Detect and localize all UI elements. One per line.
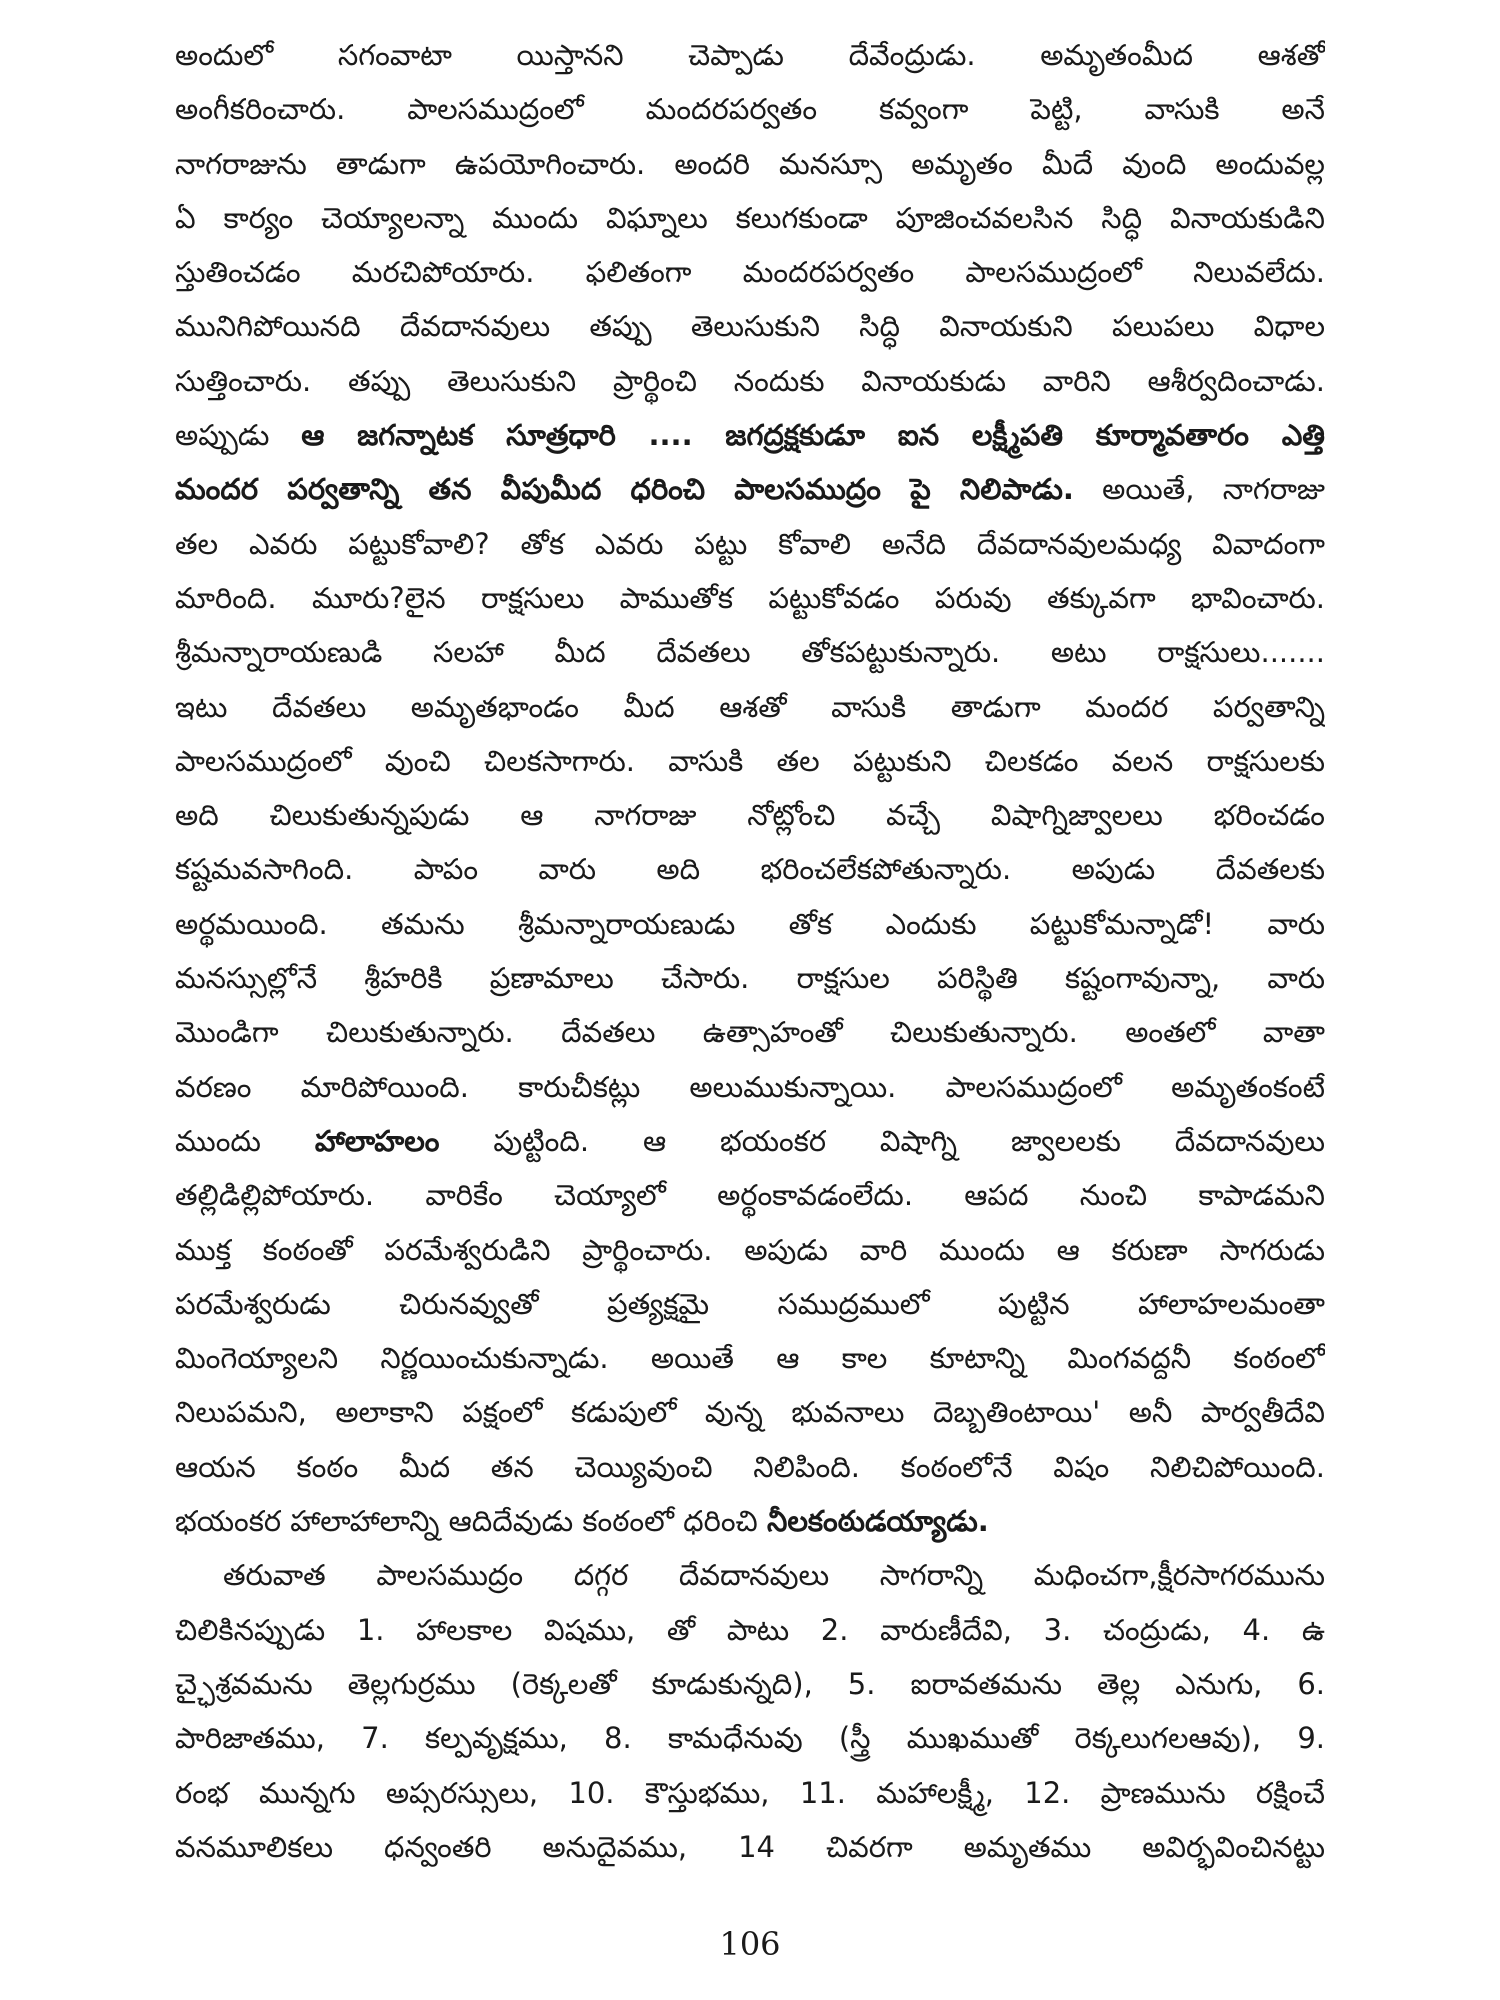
text-line xyxy=(175,245,1325,299)
text-span: మారింది. మూరు?లైన రాక్షసులు పాముతోక పట్టుకోవడం పరువు తక్కువగా భావించారు. xyxy=(175,580,1325,615)
text-line xyxy=(175,1603,1325,1657)
text-line xyxy=(175,137,1325,191)
text-span: ఏ కార్యం చెయ్యాలన్నా ముందు విఘ్నాలు కలుగకుండా పూజించవలసిన సిద్ధి వినాయకుడిని xyxy=(175,200,1325,235)
text-line xyxy=(175,951,1325,1005)
text-span: ముందు xyxy=(175,1123,315,1158)
text-span: ఇటు దేవతలు అమృతభాండం మీద ఆశతో వాసుకి తాడుగా మందర పర్వతాన్ని xyxy=(175,689,1325,724)
text-span: మునిగిపోయినది దేవదానవులు తప్పు తెలుసుకుని సిద్ధి వినాయకుని పలుపలు విధాల xyxy=(175,309,1325,344)
text-line xyxy=(175,1766,1325,1820)
text-line xyxy=(175,897,1325,951)
text-line xyxy=(175,28,1325,82)
text-span: అప్పుడు xyxy=(175,418,302,453)
text-line xyxy=(175,1385,1325,1439)
text-span: తల్లిడిల్లిపోయారు. వారికేం చెయ్యాలో అర్థంకావడంలేదు. ఆపద నుంచి కాపాడమని xyxy=(175,1178,1325,1213)
text-span: ఆయన కంఠం మీద తన చెయ్యివుంచి నిలిపింది. కంఠంలోనే విషం నిలిచిపోయింది. xyxy=(175,1449,1325,1484)
text-span: కష్టమవసాగింది. పాపం వారు అది భరించలేకపోతున్నారు. అపుడు దేవతలకు xyxy=(175,852,1325,887)
text-line xyxy=(175,408,1325,462)
text-line xyxy=(175,1060,1325,1114)
text-line xyxy=(175,191,1325,245)
text-line xyxy=(175,462,1325,516)
text-line xyxy=(175,1114,1325,1168)
bold-text: మందర పర్వతాన్ని తన వీపుమీద ధరించి పాలసముద్రం పై నిలిపాడు. xyxy=(175,472,1074,507)
text-line xyxy=(175,842,1325,896)
text-line xyxy=(175,734,1325,788)
text-span: అంగీకరించారు. పాలసముద్రంలో మందరపర్వతం కవ్వంగా పెట్టి, వాసుకి అనే xyxy=(175,92,1325,127)
text-line xyxy=(175,1711,1325,1765)
text-line xyxy=(175,788,1325,842)
text-line xyxy=(175,1494,1325,1548)
text-span: నాగరాజును తాడుగా ఉపయోగించారు. అందరి మనస్సూ అమృతం మీదే వుంది అందువల్ల xyxy=(175,146,1325,181)
text-span: చిలికినప్పుడు 1. హాలకాల విషము, తో పాటు 2. వారుణీదేవి, 3. చంద్రుడు, 4. ఉ xyxy=(175,1612,1325,1647)
text-span: పారిజాతము, 7. కల్పవృక్షము, 8. కామధేనువు (స్త్రీ ముఖముతో రెక్కలుగలఆవు), 9. xyxy=(175,1721,1325,1756)
text-line xyxy=(175,571,1325,625)
text-span: అర్థమయింది. తమను శ్రీమన్నారాయణుడు తోక ఎందుకు పట్టుకోమన్నాడో! వారు xyxy=(175,906,1325,941)
bold-text: హాలాహలం xyxy=(314,1123,440,1158)
text-span: స్తుతించడం మరచిపోయారు. ఫలితంగా మందరపర్వతం పాలసముద్రంలో నిలువలేదు. xyxy=(175,255,1325,290)
text-span: వనమూలికలు ధన్వంతరి అనుదైవము, 14 చివరగా అమృతము అవిర్భవించినట్టు xyxy=(175,1829,1325,1864)
text-span: పాలసముద్రంలో వుంచి చిలకసాగారు. వాసుకి తల పట్టుకుని చిలకడం వలన రాక్షసులకు xyxy=(175,743,1325,778)
text-line xyxy=(175,1223,1325,1277)
text-line xyxy=(175,82,1325,136)
text-span: మనస్సుల్లోనే శ్రీహరికి ప్రణామాలు చేసారు. రాక్షసుల పరిస్థితి కష్టంగావున్నా, వారు xyxy=(175,961,1325,996)
text-line xyxy=(175,1548,1325,1602)
text-line xyxy=(175,1331,1325,1385)
text-span: వరణం మారిపోయింది. కారుచీకట్లు అలుముకున్నాయి. పాలసముద్రంలో అమృతంకంటే xyxy=(175,1069,1325,1104)
text-span: నిలుపమని, అలాకాని పక్షంలో కడుపులో వున్న భువనాలు దెబ్బతింటాయి' అనీ పార్వతీదేవి xyxy=(175,1395,1325,1430)
text-span: సుత్తించారు. తప్పు తెలుసుకుని ప్రార్థించి నందుకు వినాయకుడు వారిని ఆశీర్వదించాడు. xyxy=(175,363,1325,398)
text-line xyxy=(175,1005,1325,1059)
text-line xyxy=(175,680,1325,734)
text-span: అయితే, నాగరాజు xyxy=(1073,472,1325,507)
text-line xyxy=(175,625,1325,679)
text-span: మింగెయ్యాలని నిర్ణయించుకున్నాడు. అయితే ఆ కాల కూటాన్ని మింగవద్దనీ కంఠంలో xyxy=(175,1341,1325,1376)
text-span: మొండిగా చిలుకుతున్నారు. దేవతలు ఉత్సాహంతో చిలుకుతున్నారు. అంతలో వాతా xyxy=(175,1015,1325,1050)
text-line xyxy=(175,1657,1325,1711)
text-span: పుట్టింది. ఆ భయంకర విషాగ్ని జ్వాలలకు దేవదానవులు xyxy=(439,1123,1325,1158)
text-span: అది చిలుకుతున్నపుడు ఆ నాగరాజు నోట్లోంచి వచ్చే విషాగ్నిజ్వాలలు భరించడం xyxy=(175,798,1325,833)
text-line xyxy=(175,1440,1325,1494)
text-line xyxy=(175,1277,1325,1331)
body-text xyxy=(175,28,1325,1874)
text-span: తల ఎవరు పట్టుకోవాలి? తోక ఎవరు పట్టు కోవాలి అనేది దేవదానవులమధ్య వివాదంగా xyxy=(175,526,1325,561)
page-number: 106 xyxy=(719,1925,781,1963)
text-line xyxy=(175,299,1325,353)
text-line xyxy=(175,517,1325,571)
text-line xyxy=(175,1168,1325,1222)
bold-text: నీలకంఠుడయ్యాడు. xyxy=(766,1504,989,1539)
text-span: శ్రీమన్నారాయణుడి సలహా మీద దేవతలు తోకపట్టుకున్నారు. అటు రాక్షసులు....... xyxy=(175,635,1325,670)
bold-text: ఆ జగన్నాటక సూత్రధారి .... జగద్రక్షకుడూ ఐన లక్ష్మీపతి కూర్మావతారం ఎత్తి xyxy=(301,418,1325,453)
text-span: రంభ మున్నగు అప్సరస్సులు, 10. కౌస్తుభము, 11. మహాలక్ష్మీ, 12. ప్రాణమును రక్షించే xyxy=(175,1775,1325,1810)
text-span: ముక్త కంఠంతో పరమేశ్వరుడిని ప్రార్థించారు. అపుడు వారి ముందు ఆ కరుణా సాగరుడు xyxy=(175,1232,1325,1267)
text-line xyxy=(175,1820,1325,1874)
text-span: పరమేశ్వరుడు చిరునవ్వుతో ప్రత్యక్షమై సముద్రములో పుట్టిన హాలాహలమంతా xyxy=(175,1286,1325,1321)
text-span: భయంకర హాలాహాలాన్ని ఆదిదేవుడు కంఠంలో ధరించి xyxy=(175,1504,767,1539)
text-line xyxy=(175,354,1325,408)
text-span: అందులో సగంవాటా యిస్తానని చెప్పాడు దేవేంద్రుడు. అమృతంమీద ఆశతో xyxy=(175,38,1325,72)
text-span: చ్ఛైశ్రవమను తెల్లగుర్రము (రెక్కలతో కూడుకున్నది), 5. ఐరావతమను తెల్ల ఎనుగు, 6. xyxy=(175,1666,1325,1701)
text-span: తరువాత పాలసముద్రం దగ్గర దేవదానవులు సాగరాన్ని మధించగా,క్షీరసాగరమును xyxy=(223,1558,1325,1593)
